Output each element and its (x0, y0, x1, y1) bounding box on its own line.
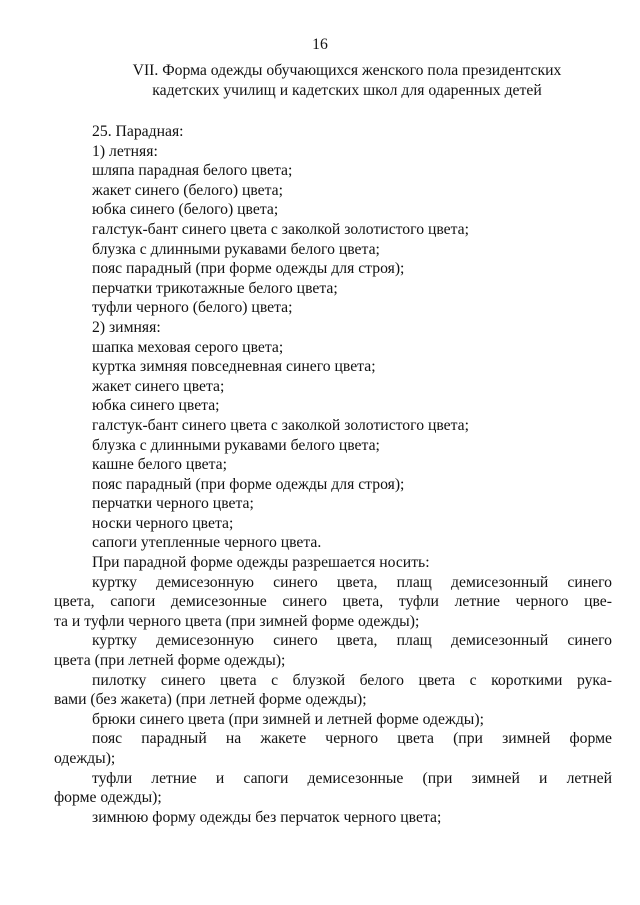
paragraph-line: вами (без жакета) (при летней форме одежды); (54, 691, 367, 709)
list-item: куртка зимняя повседневная синего цвета; (92, 358, 376, 376)
paragraph-line: пилотку синего цвета с блузкой белого цвета с короткими рука- (92, 671, 612, 689)
subsection-label: 2) зимняя: (92, 318, 161, 336)
list-item: жакет синего цвета; (92, 377, 225, 395)
list-item: жакет синего (белого) цвета; (92, 181, 284, 199)
list-item: перчатки трикотажные белого цвета; (92, 279, 338, 297)
list-item: носки черного цвета; (92, 514, 234, 532)
list-item: кашне белого цвета; (92, 456, 227, 474)
list-item: юбка синего цвета; (92, 397, 220, 415)
list-item: шапка меховая серого цвета; (92, 338, 284, 356)
permission-paragraph (54, 808, 612, 828)
list-item: юбка синего (белого) цвета; (92, 201, 279, 219)
permission-paragraph (54, 573, 612, 632)
permission-intro: При парадной форме одежды разрешается носить: (92, 554, 430, 572)
paragraph-line: брюки синего цвета (при зимней и летней форме одежды); (92, 710, 484, 728)
list-item: туфли черного (белого) цвета; (92, 299, 293, 317)
paragraph-line: цвета, сапоги демисезонные синего цвета, туфли летние черного цве- (54, 593, 612, 611)
paragraph-line: форме одежды); (54, 789, 162, 807)
permission-paragraph (54, 671, 612, 710)
list-item: пояс парадный (при форме одежды для строя); (92, 260, 405, 278)
document-body (54, 122, 612, 827)
paragraph-line: пояс парадный на жакете черного цвета (при зимней форме (92, 730, 612, 748)
page-number: 16 (312, 36, 328, 53)
subsection-label: 1) летняя: (92, 142, 158, 160)
paragraph-line: зимнюю форму одежды без перчаток черного цвета; (92, 808, 442, 826)
paragraph-line: куртку демисезонную синего цвета, плащ демисезонный синего (92, 632, 612, 650)
paragraph-line: одежды); (54, 750, 116, 767)
item-heading: 25. Парадная: (92, 123, 184, 140)
paragraph-line: цвета (при летней форме одежды); (54, 652, 286, 670)
paragraph-line: та и туфли черного цвета (при зимней форме одежды); (54, 612, 420, 630)
paragraph-line: куртку демисезонную синего цвета, плащ демисезонный синего (92, 573, 612, 591)
list-item: перчатки черного цвета; (92, 495, 254, 513)
list-item: блузка с длинными рукавами белого цвета; (92, 436, 380, 454)
permission-paragraph (54, 631, 612, 670)
list-item: галстук-бант синего цвета с заколкой золотистого цвета; (92, 416, 469, 434)
section-title (60, 61, 634, 101)
paragraph-line: туфли летние и сапоги демисезонные (при зимней и летней (92, 769, 612, 787)
list-item: пояс парадный (при форме одежды для строя); (92, 475, 405, 493)
section-title-line: VII. Форма одежды обучающихся женского пола президентских (132, 62, 562, 79)
list-item: шляпа парадная белого цвета; (92, 162, 293, 180)
list-item: сапоги утепленные черного цвета. (92, 534, 322, 552)
list-item: блузка с длинными рукавами белого цвета; (92, 240, 380, 258)
permission-paragraph (54, 729, 612, 768)
list-item: галстук-бант синего цвета с заколкой золотистого цвета; (92, 220, 469, 238)
section-title-line: кадетских училищ и кадетских школ для одаренных детей (152, 82, 542, 99)
permission-paragraph (54, 769, 612, 808)
permission-paragraph (54, 710, 612, 730)
